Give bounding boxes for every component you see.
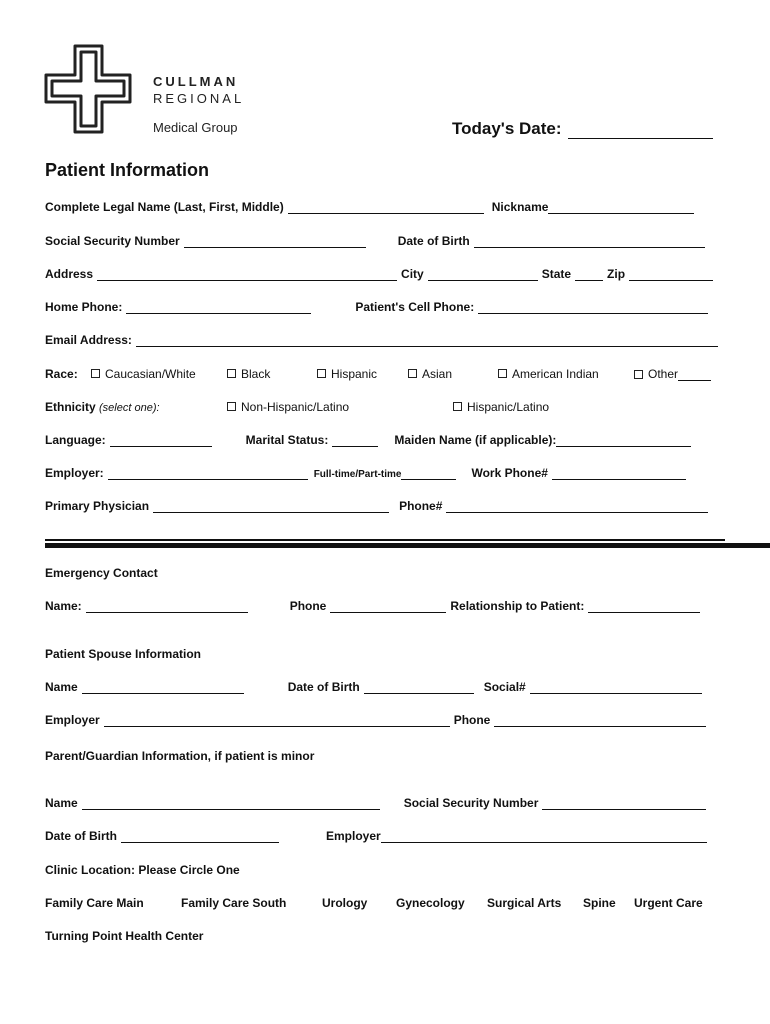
page-title: Patient Information [45, 160, 210, 180]
row-email [45, 333, 718, 347]
race-option-other[interactable] [634, 367, 711, 381]
marital-status-input[interactable] [332, 434, 378, 447]
employer-input[interactable] [108, 467, 308, 480]
clinic-option-gynecology[interactable]: Gynecology [396, 896, 465, 910]
guardian-dob-input[interactable] [121, 830, 279, 843]
row-employer [45, 466, 686, 480]
physician-phone-label: Phone# [399, 499, 443, 513]
row-ssn [45, 234, 705, 248]
relationship-input[interactable] [588, 600, 700, 613]
city-label: City [401, 267, 424, 281]
nickname-input[interactable] [548, 201, 694, 214]
section-divider [45, 539, 770, 550]
row-guardian-dob [45, 829, 707, 843]
guardian-name-label: Name [45, 796, 78, 810]
address-label: Address [45, 267, 94, 281]
ethnicity-title: Ethnicity [45, 400, 96, 414]
spouse-name-label: Name [45, 680, 78, 694]
marital-status-label: Marital Status: [245, 433, 329, 447]
spouse-social-input[interactable] [530, 681, 702, 694]
todays-date-row [452, 119, 713, 139]
cross-logo-icon [44, 44, 134, 136]
relationship-label: Relationship to Patient: [450, 599, 585, 613]
guardian-dob-label: Date of Birth [45, 829, 117, 843]
language-input[interactable] [110, 434, 212, 447]
legal-name-input[interactable] [288, 201, 484, 214]
email-label: Email Address: [45, 333, 132, 347]
spouse-employer-label: Employer [45, 713, 100, 727]
row-spouse-employer [45, 713, 706, 727]
race-option-label: American Indian [512, 367, 599, 381]
fulltime-label: Full-time/Part-time [313, 469, 402, 480]
race-label: Race: [45, 367, 78, 381]
guardian-ssn-label: Social Security Number [403, 796, 539, 810]
divider-thick-line [45, 543, 770, 548]
checkbox-icon[interactable] [317, 369, 326, 378]
maiden-name-input[interactable] [556, 434, 691, 447]
work-phone-label: Work Phone# [471, 466, 548, 480]
row-spouse [45, 680, 702, 694]
race-option-caucasian[interactable] [91, 367, 196, 381]
logo-line2: REGIONAL [153, 91, 245, 106]
checkbox-icon[interactable] [227, 402, 236, 411]
checkbox-icon[interactable] [634, 370, 643, 379]
guardian-employer-label: Employer [326, 829, 381, 843]
checkbox-icon[interactable] [408, 369, 417, 378]
email-input[interactable] [136, 334, 718, 347]
logo-line1: CULLMAN [153, 74, 239, 89]
checkbox-icon[interactable] [91, 369, 100, 378]
state-label: State [541, 267, 572, 281]
race-option-label: Hispanic [331, 367, 378, 381]
divider-thin-line [45, 539, 725, 541]
clinic-option-urgent-care[interactable]: Urgent Care [634, 896, 703, 910]
dob-label: Date of Birth [397, 234, 470, 248]
todays-date-input[interactable] [568, 126, 713, 139]
ethnicity-option-label: Hispanic/Latino [467, 400, 550, 414]
zip-label: Zip [607, 267, 626, 281]
spouse-phone-label: Phone [453, 713, 491, 727]
primary-physician-label: Primary Physician [45, 499, 150, 513]
spouse-name-input[interactable] [82, 681, 244, 694]
guardian-ssn-input[interactable] [542, 797, 706, 810]
cell-phone-input[interactable] [478, 301, 708, 314]
primary-physician-input[interactable] [153, 500, 389, 513]
race-option-label: Caucasian/White [105, 367, 196, 381]
race-option-label: Black [241, 367, 271, 381]
todays-date-label: Today's Date: [452, 119, 562, 138]
race-option-american-indian[interactable] [498, 367, 599, 381]
nickname-label: Nickname [491, 200, 549, 214]
clinic-option-urology[interactable]: Urology [322, 896, 368, 910]
emergency-name-label: Name: [45, 599, 82, 613]
race-other-input[interactable] [678, 368, 711, 381]
row-guardian [45, 796, 706, 810]
maiden-name-label: Maiden Name (if applicable): [394, 433, 557, 447]
row-phones [45, 300, 708, 314]
spouse-phone-input[interactable] [494, 714, 706, 727]
clinic-option-family-care-main[interactable]: Family Care Main [45, 896, 144, 910]
race-option-label: Asian [422, 367, 453, 381]
zip-input[interactable] [629, 268, 713, 281]
checkbox-icon[interactable] [227, 369, 236, 378]
spouse-employer-input[interactable] [104, 714, 450, 727]
spouse-dob-label: Date of Birth [287, 680, 360, 694]
logo [44, 44, 274, 136]
row-legal-name [45, 200, 694, 214]
clinic-title: Clinic Location: Please Circle One [45, 863, 240, 877]
ethnicity-option-non-hispanic[interactable] [227, 400, 349, 414]
clinic-option-spine[interactable]: Spine [583, 896, 616, 910]
language-label: Language: [45, 433, 106, 447]
clinic-option-turning-point[interactable]: Turning Point Health Center [45, 929, 204, 943]
emergency-name-input[interactable] [86, 600, 248, 613]
spouse-title: Patient Spouse Information [45, 647, 202, 661]
race-option-black[interactable] [227, 367, 270, 381]
ethnicity-option-hispanic[interactable] [453, 400, 549, 414]
row-emergency [45, 599, 700, 613]
ethnicity-option-label: Non-Hispanic/Latino [241, 400, 350, 414]
row-physician [45, 499, 708, 513]
guardian-employer-input[interactable] [381, 830, 707, 843]
guardian-name-input[interactable] [82, 797, 380, 810]
spouse-social-label: Social# [483, 680, 526, 694]
city-input[interactable] [428, 268, 538, 281]
home-phone-label: Home Phone: [45, 300, 123, 314]
ssn-input[interactable] [184, 235, 366, 248]
home-phone-input[interactable] [126, 301, 311, 314]
fulltime-input[interactable] [401, 467, 456, 480]
checkbox-icon[interactable] [453, 402, 462, 411]
clinic-option-surgical-arts[interactable]: Surgical Arts [487, 896, 562, 910]
work-phone-input[interactable] [552, 467, 686, 480]
physician-phone-input[interactable] [446, 500, 708, 513]
cell-phone-label: Patient's Cell Phone: [355, 300, 475, 314]
dob-input[interactable] [474, 235, 705, 248]
spouse-dob-input[interactable] [364, 681, 474, 694]
emergency-phone-label: Phone [289, 599, 327, 613]
emergency-phone-input[interactable] [330, 600, 446, 613]
address-input[interactable] [97, 268, 397, 281]
ethnicity-label [45, 400, 160, 414]
emergency-contact-title: Emergency Contact [45, 566, 158, 580]
ssn-label: Social Security Number [45, 234, 180, 248]
legal-name-label: Complete Legal Name (Last, First, Middle) [45, 200, 284, 214]
guardian-title: Parent/Guardian Information, if patient is minor [45, 749, 315, 763]
row-language [45, 433, 691, 447]
row-address [45, 267, 713, 281]
employer-label: Employer: [45, 466, 104, 480]
ethnicity-note: (select one): [99, 402, 160, 414]
checkbox-icon[interactable] [498, 369, 507, 378]
race-option-asian[interactable] [408, 367, 452, 381]
clinic-option-family-care-south[interactable]: Family Care South [181, 896, 287, 910]
race-option-hispanic[interactable] [317, 367, 377, 381]
state-input[interactable] [575, 268, 603, 281]
race-option-label: Other [648, 367, 679, 381]
logo-line3: Medical Group [153, 120, 238, 135]
